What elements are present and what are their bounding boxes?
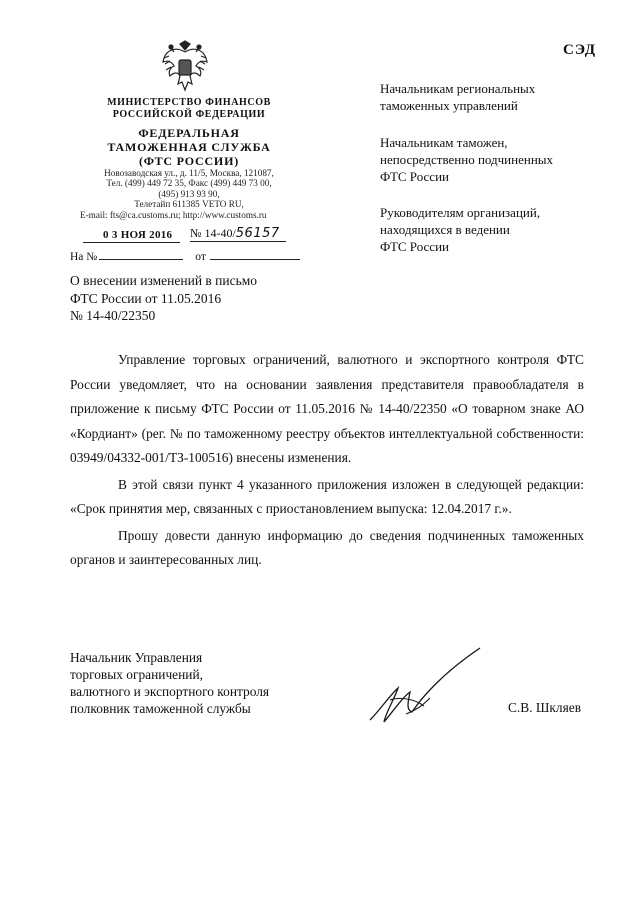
signer-title-line: торговых ограничений,: [70, 667, 203, 682]
sed-stamp: СЭД: [563, 42, 597, 58]
ministry-line-1: МИНИСТЕРСТВО ФИНАНСОВ: [107, 97, 271, 108]
phone-line: Тел. (499) 449 72 35, Факс (499) 449 73 00,: [106, 178, 272, 189]
registration-number-handwritten: 56157: [235, 226, 280, 241]
addressee-line: ФТС России: [380, 169, 449, 184]
address-line: Новозаводская ул., д. 11/5, Москва, 121087,: [104, 168, 274, 178]
reference-date-blank: [210, 259, 300, 260]
reference-line: [70, 251, 300, 263]
registration-date: 0 3 НОЯ 2016: [103, 229, 173, 241]
subject-line: О внесении изменений в письмо: [70, 273, 258, 288]
handwritten-signature: [350, 640, 490, 730]
addressee-block-2: [380, 134, 620, 185]
registration-number: [190, 226, 280, 241]
reference-label: На №: [70, 251, 98, 263]
phone-line-2: (495) 913 93 90,: [158, 188, 220, 199]
addressee-block-1: [380, 80, 620, 114]
letterhead-contacts: [80, 168, 298, 220]
email-line: E-mail: fts@ca.customs.ru; http://www.customs.ru: [80, 209, 267, 220]
letter-body: [70, 348, 584, 573]
service-line-1: ФЕДЕРАЛЬНАЯ: [138, 126, 240, 140]
coat-of-arms-emblem: [160, 40, 210, 94]
registration-number-prefix: № 14-40/: [190, 226, 236, 240]
subject-line: № 14-40/22350: [70, 308, 156, 323]
addressee-line: находящихся в ведении: [380, 222, 510, 237]
signer-title-line: полковник таможенной службы: [70, 701, 251, 716]
telex-line: Телетайп 611385 VETO RU,: [134, 199, 244, 210]
ministry-line-2: РОССИЙСКОЙ ФЕДЕРАЦИИ: [112, 109, 266, 120]
reference-number-blank: [99, 259, 183, 260]
letter-subject: [70, 272, 257, 325]
addressee-block-3: [380, 204, 620, 255]
addressee-line: ФТС России: [380, 239, 449, 254]
subject-line: ФТС России от 11.05.2016: [70, 290, 222, 306]
letterhead-organization: [88, 97, 290, 168]
addressee-line: Руководителям организаций,: [380, 205, 541, 220]
addressee-line: Начальникам региональных: [380, 81, 536, 96]
service-line-2: ТАМОЖЕННАЯ СЛУЖБА: [107, 140, 271, 154]
signer-title-line: валютного и экспортного контроля: [70, 684, 270, 699]
signer-name: С.В. Шкляев: [508, 700, 582, 715]
addressee-line: таможенных управлений: [380, 98, 518, 113]
addressee-line: Начальникам таможен,: [380, 135, 508, 150]
reference-from-label: от: [195, 251, 206, 263]
body-paragraph-3: Прошу довести данную информацию до сведения подчиненных таможенных органов и заинтересованных лиц.: [70, 527, 584, 567]
service-line-3: (ФТС РОССИИ): [138, 154, 239, 168]
body-paragraph-2: В этой связи пункт 4 указанного приложения изложен в следующей редакции: «Срок принятия мер, связанных с приостановлением выпуска: 12.04.2017 г.».: [70, 476, 584, 516]
addressee-line: непосредственно подчиненных: [380, 152, 554, 167]
signer-title: [70, 649, 269, 717]
signer-title-line: Начальник Управления: [70, 650, 203, 665]
body-paragraph-1: Управление торговых ограничений, валютного и экспортного контроля ФТС России уведомляет, что на основании заявления представителя правообладателя в приложение к письму ФТС России от 11.05.2016 № 14-40/22350 «О товарном знаке АО «Кордиант» (рег. № по таможенному реестру объектов интеллектуальной собственности: 03949/04332-001/ТЗ-100516) внесены изменения.: [70, 352, 584, 465]
